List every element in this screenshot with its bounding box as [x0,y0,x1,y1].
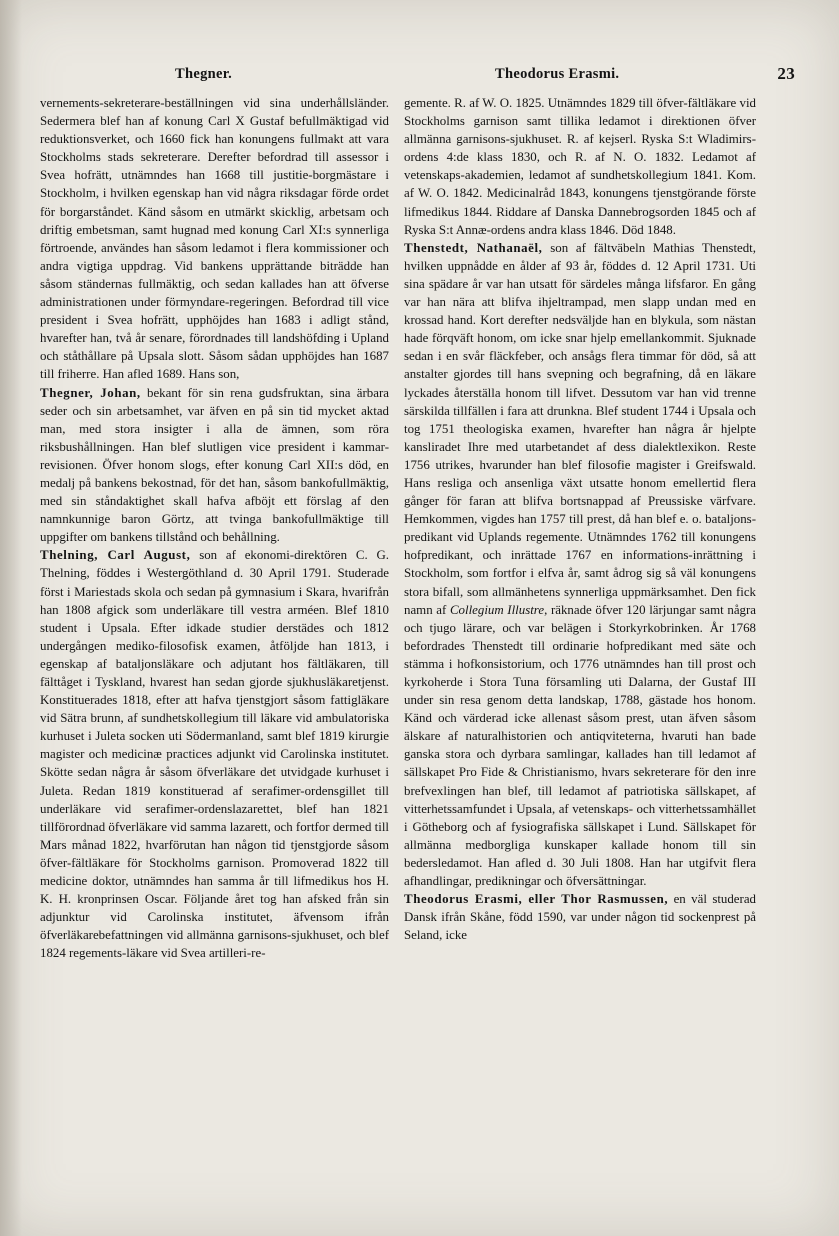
entry-thelning-carl-august [40,546,389,962]
header-right-title: Theodorus Erasmi. [495,66,620,82]
entry-body: son af ekonomi-direktören C. G. Thelning, föddes i Westergöthland d. 30 April 1791. Studerade först i Mariestads skola och sedan på gymnasium i Skara, hvarifrån han 1808 afgick som underläkare till vestra arméen. Blef 1810 student i Upsala. Efter idkade studier derstädes och 1812 undergången mediko-filosofisk examen, åtföljde han 1813, i egenskap af bataljonsläkare och adjutant hos fältläkaren, till fälttåget i Tyskland, hvarest han sedan gjorde sjukhusläkaretjenst. Konstituerades 1818, efter att hafva tjenstgjort såsom fattigläkare vid Sätra brunn, af sundhetskollegium till läkare vid ambulatoriska kurhuset i Juleta socken uti Södermanland, samt blef 1819 kirurgie magister och medicinæ practices adjunkt vid Carolinska institutet. Skötte sedan några år såsom öfverläkare det utvidgade kurhuset i Juleta. Redan 1819 konstituerad af serafimer-ordensgillet till underläkare vid serafimer-ordenslazarettet, blef han 1821 tillförordnad öfverläkare vid samma lazarett, och fortfor dermed till Mars månad 1822, hvarförutan han någon tid tjenstgjorde såsom öfver-fältläkare för Stockholms garnison. Promoverad 1822 till medicine doktor, utnämndes han samma år till lifmedikus hos H. K. H. kronprinsen Oscar. Följande året tog han afsked från sin adjunktur vid Carolinska institutet, äfvensom ifrån öfverläkarebefattningen vid allmänna garnisons-sjukhuset, och blef 1824 regements-läkare vid Svea artilleri-re- [40,548,389,961]
entry-heading: Thegner, Johan, [40,385,141,400]
header-left-title: Thegner. [175,66,233,82]
right-column [404,94,756,1204]
page-number: 23 [777,64,795,83]
entry-thenstedt-nathanael [404,239,756,890]
left-column [40,94,389,1204]
running-header [95,66,795,86]
page-spine-shadow [0,0,22,1236]
entry-body: en väl studerad Dansk ifrån Skåne, född 1590, var under någon tid sockenprest på Seland, icke [404,892,756,943]
paragraph-thelning-continued: gemente. R. af W. O. 1825. Utnämndes 1829 till öfver-fältläkare vid Stockholms garnison samt tillika ledamot i direktionen öfver allmänna garnisons-sjukhuset. R. af kejserl. Ryska S:t Wladimirs-ordens 4:de klass 1830, och R. af N. O. 1832. Ledamot af vetenskaps-akademien, ledamot af sundhetskollegium 1841. Kom. af W. O. 1842. Medicinalråd 1843, konungens tjenstgörande förste lifmedikus 1844. Riddare af Danska Dannebrogsorden 1845 och af Ryska S:t Annæ-ordens andra klass 1846. Död 1848. [404,96,756,237]
entry-heading: Theodorus Erasmi, eller Thor Rasmussen, [404,892,669,907]
paragraph-thegner-continued: vernements-sekreterare-beställningen vid sina underhållsländer. Sedermera blef han af konung Carl X Gustaf befullmäktigad vid reduktionsverket, och 1660 fick han konungens fullmakt att vara Stockholms stads sekreterare. Derefter befordrad till assessor i Svea hofrätt, utnämndes han 1668 till justitie-borgmästare i Stockholm, i hvilken egenskap han vid några riksdagar förde ordet för borgarståndet. Känd såsom en utmärkt skicklig, arbetsam och driftig embetsman, samt hugnad med konung Carl XI:s synnerliga förtroende, användes han såsom ledamot i flera kommissioner och andra vigtiga uppdrag. Vid bankens upprättande biträdde han såsom ständernas fullmäktig, och sedan kallades han att öfverse administrationen under förmyndare-regeringen. Befordrad till vice president i Svea hofrätt, upphöjdes han 1683 i adligt stånd, hvarefter han, två år senare, förordnades till landshöfding i Upland och ståthållare på Upsala slott. Såsom sådan upphöjdes han 1687 till friherre. Han afled 1689. Hans son, [40,96,389,382]
entry-theodorus-erasmi [404,890,756,944]
entry-heading: Thelning, Carl August, [40,548,191,563]
entry-body: bekant för sin rena gudsfruktan, sina ärbara seder och sin arbetsamhet, var äfven en på sin tid mycket aktad man, med stora insigter i alla de ämnen, som röra riksbushållningen. Han blef slutligen vice president i kammar-revisionen. Öfver honom slogs, efter konung Carl XII:s död, en medalj på bankens bekostnad, för det han, såsom bankofullmäktig, med sin ståndaktighet skall hafva afböjt ett förslag af den namnkunnige baron Görtz, att tvinga bankofullmäktige till uppgifter om bankens tillstånd och behållning. [40,385,389,545]
entry-italic-title: Collegium Illustre [449,602,545,617]
entry-heading: Thenstedt, Nathanaël, [404,240,543,255]
entry-body: son af fältväbeln Mathias Thenstedt, hvilken uppnådde en ålder af 93 år, föddes d. 12 April 1731. Uti sina spädare år var han utsatt för särdeles många lifsfaror. En gång var han nära att blifva ihjeltrampad, men slapp undan med en krossad hand. Kort derefter nedsväljde han en blykula, som nästan hade förqväft honom, om icke snar hjelp emellankommit. Sjuknade sedan i en svår fläckfeber, och ansågs flera timmar för död, så att anstalter gjordes till hans svepning och begrafning, då en läkare lyckades återställa honom till lifvet. Dessutom var han vid trenne särskilda tillfällen i fara att drunkna. Blef student 1744 i Upsala och tog 1751 theologiska examen, hvarefter han några år hjelpte kansliradet Ihre med utarbetandet af dess dialektlexikon. Reste 1756 utrikes, hvarunder han blef filosofie magister i Greifswald. Hans resliga och ansenliga växt utsatte honom emellertid flera gånger för faran att blifva bortsnappad af Preussiske värfvare. Hemkommen, vigdes han 1757 till prest, då han blef e. o. bataljons-predikant vid Uplands regemente. Utnämndes 1762 till konungens hofpredikant, och inrättade 1767 en informations-inrättning i Stockholm, som fortfor i elfva år, samt ådrog sig så väl konungens stora bifall, som allmänhetens synnerliga uppmärksamhet. Den fick namn af [404,240,756,617]
entry-body-continued: , räknade öfver 120 lärjungar samt några och tjugo lärare, och var belägen i Storkyrkobrinken. År 1768 befordrades Thenstedt till ordinarie hofpredikant med säte och stämma i hofkonsistorium, och 1776 utnämndes han till prost och kyrkoherde i Stora Tuna församling uti Dalarna, der Gustaf III under sin resa genom detta landskap, 1788, gästade hos honom. Känd och värderad icke allenast såsom prest, utan äfven såsom älskare af naturalhistorien och antiqviteterna, hvaruti han bade ganska stora och dyrbara samlingar, kallades han till ledamot af sällskapet Pro Fide & Christianismo, hvars sekreterare för den inre brefvexlingen han blef, till ledamot af patriotiska sällskapet, af vitterhetssamfundet i Upsala, af vetenskaps- och vitterhetssamhället i Götheborg och af fysiografiska sällskapet i Lund. Sällskapet för allmänna medborgliga kunskaper kallade honom till sin bedersledamot. Han afled d. 30 Juli 1808. Han har utgifvit flera afhandlingar, predikningar och öfversättningar. [404,602,756,889]
entry-thegner-johan [40,384,389,547]
